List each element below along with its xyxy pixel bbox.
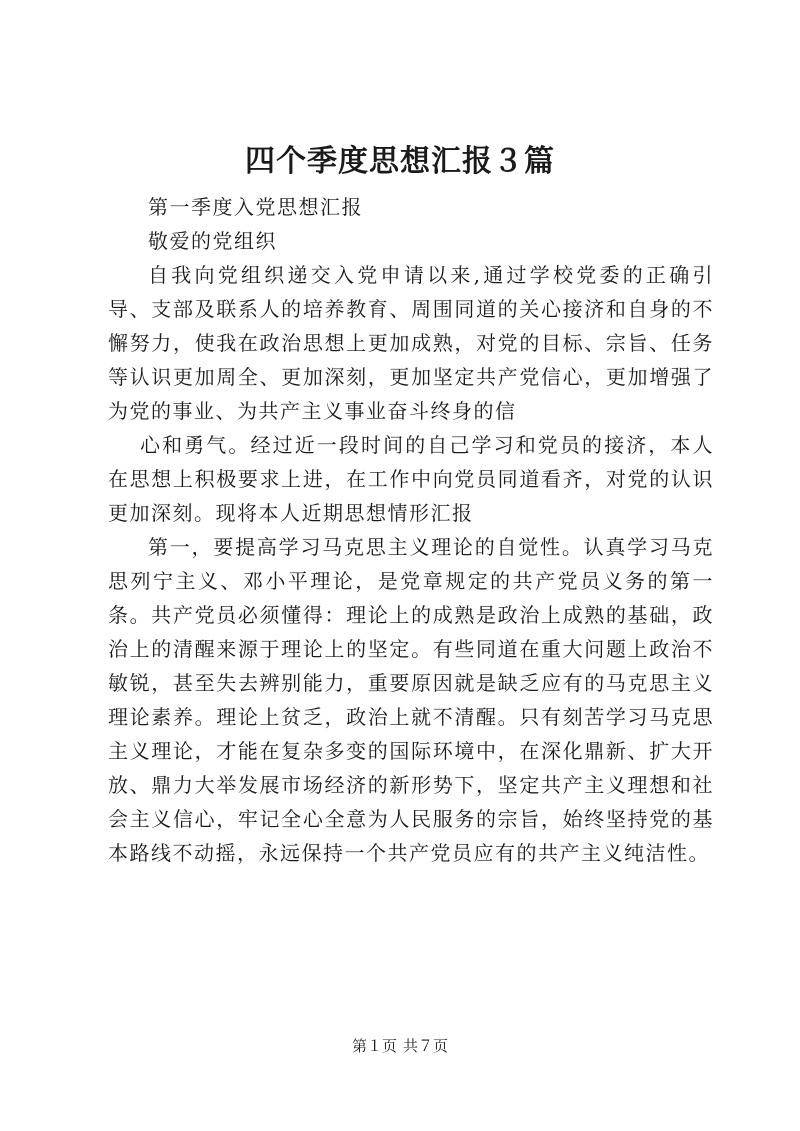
section-heading: 第一季度入党思想汇报 [148, 195, 363, 219]
salutation: 敬爱的党组织 [148, 229, 277, 253]
body-paragraph: 心和勇气。经过近一段时间的自己学习和党员的接济，本人在思想上积极要求上进，在工作中向党员同道看齐，对党的认识更加深刻。现将本人近期思想情形汇报 [108, 433, 714, 525]
document-body [108, 190, 714, 870]
body-paragraph: 自我向党组织递交入党申请以来,通过学校党委的正确引导、支部及联系人的培养教育、周围同道的关心接济和自身的不懈努力，使我在政治思想上更加成熟，对党的目标、宗旨、任务等认识更加周全、更加深刻，更加坚定共产党信心，更加增强了为党的事业、为共产主义事业奋斗终身的信 [108, 263, 714, 423]
document-title: 四个季度思想汇报３篇 [245, 144, 555, 179]
body-paragraph: 第一，要提高学习马克思主义理论的自觉性。认真学习马克思列宁主义、邓小平理论，是党章规定的共产党员义务的第一条。共产党员必须懂得：理论上的成熟是政治上成熟的基础，政治上的清醒来源于理论上的坚定。有些同道在重大问题上政治不敏锐，甚至失去辨别能力，重要原因就是缺乏应有的马克思主义理论素养。理论上贫乏，政治上就不清醒。只有刻苦学习马克思主义理论，才能在复杂多变的国际环境中，在深化鼎新、扩大开放、鼎力大举发展市场经济的新形势下，坚定共产主义理想和社会主义信心，牢记全心全意为人民服务的宗旨，始终坚持党的基本路线不动摇，永远保持一个共产党员应有的共产主义纯洁性。 [108, 535, 714, 865]
page-footer [0, 1036, 800, 1056]
page-number: 第１页 [351, 1037, 397, 1055]
page-total: 共７页 [403, 1037, 449, 1055]
